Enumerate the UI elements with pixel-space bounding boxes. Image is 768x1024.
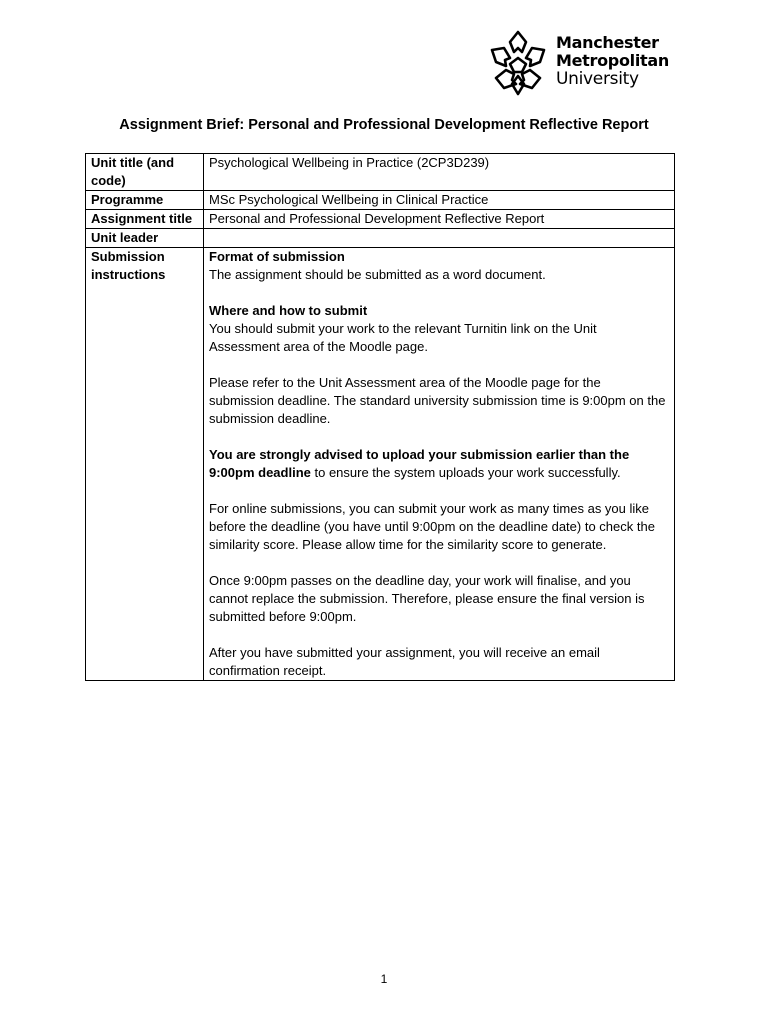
logo-line-2: Metropolitan	[556, 51, 669, 70]
format-text: The assignment should be submitted as a word document.	[209, 267, 546, 282]
table-row-assignment-title	[86, 210, 675, 229]
university-logo	[486, 26, 686, 100]
deadline-text: Please refer to the Unit Assessment area of the Moodle page for the submission deadline. The standard university submission time is 9:00pm on the submission deadline.	[209, 375, 666, 426]
table-row-programme	[86, 191, 675, 210]
row-value: Personal and Professional Development Reflective Report	[204, 210, 675, 229]
advice-section	[209, 446, 669, 482]
table-row-submission	[86, 248, 675, 681]
advice-rest-text: to ensure the system uploads your work successfully.	[310, 465, 621, 480]
page-number: 1	[380, 972, 388, 986]
where-heading: Where and how to submit	[209, 303, 368, 318]
row-label: Programme	[86, 191, 204, 210]
row-value: MSc Psychological Wellbeing in Clinical Practice	[204, 191, 675, 210]
row-value: Psychological Wellbeing in Practice (2CP3D239)	[204, 154, 675, 191]
submission-instructions	[204, 248, 675, 681]
table-row-unit-leader	[86, 229, 675, 248]
format-heading: Format of submission	[209, 249, 345, 264]
where-section	[209, 302, 669, 356]
online-text: For online submissions, you can submit your work as many times as you like before the deadline (you have until 9:00pm on the deadline date) to check the similarity score. Please allow time for the similarity score to generate.	[209, 501, 655, 552]
row-label: Assignment title	[86, 210, 204, 229]
mmu-flower-emblem-icon	[486, 28, 550, 98]
receipt-text: After you have submitted your assignment, you will receive an email confirmation receipt.	[209, 645, 600, 678]
format-section	[209, 248, 669, 284]
logo-line-1: Manchester	[556, 33, 659, 52]
finalise-text: Once 9:00pm passes on the deadline day, your work will finalise, and you cannot replace the submission. Therefore, please ensure the final version is submitted before 9:00pm.	[209, 573, 645, 624]
row-label: Submission instructions	[86, 248, 204, 681]
row-label: Unit leader	[86, 229, 204, 248]
row-value	[204, 229, 675, 248]
table-row-unit-title	[86, 154, 675, 191]
where-text: You should submit your work to the relevant Turnitin link on the Unit Assessment area of the Moodle page.	[209, 321, 597, 354]
logo-line-3: University	[556, 69, 639, 89]
assignment-brief-table	[85, 153, 675, 681]
advice-bold-text: You are strongly advised to upload your submission earlier than the 9:00pm deadline	[209, 447, 630, 480]
document-title: Assignment Brief: Personal and Professional Development Reflective Report	[119, 117, 649, 133]
row-label: Unit title (and code)	[86, 154, 204, 191]
